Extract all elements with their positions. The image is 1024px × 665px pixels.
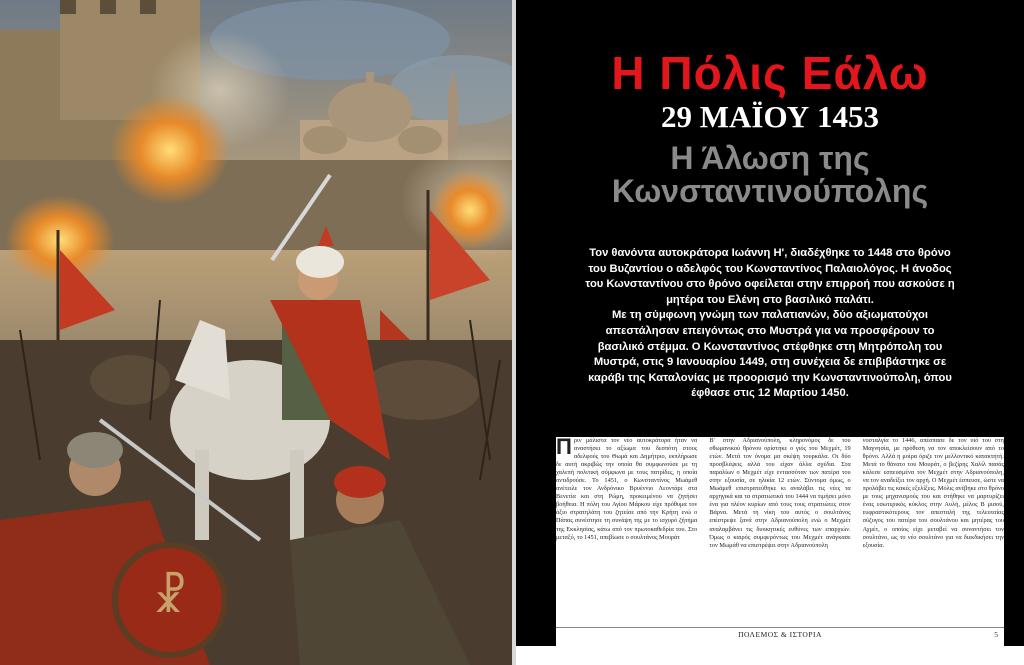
page-footer: [556, 620, 1004, 646]
page-number: 5: [994, 630, 998, 639]
drop-cap: Π: [556, 437, 572, 459]
intro-paragraph-1: Τον θανόντα αυτοκράτορα Ιωάννη Η', διαδέχθηκε το 1448 στο θρόνο του Βυζαντίου ο αδελφός του Κωνσταντίνος Παλαιολόγος. Η άνοδος του Κωνσταντίνου στο θρόνο οφείλεται στην επιρροή που ασκούσε η μητέρα του Ελένη στο βασιλικό παλάτι.: [585, 247, 955, 306]
body-column-1: [556, 437, 697, 621]
body-column-3: [863, 437, 1004, 621]
body-column-1-text: ριν μάλιστα τον νέο αυτοκράτορα ήταν να αναστήσει το αξίωμα του δεσπότη στους αδελφούς του Θωμά και Δημήτριο, εκπλήρωσε δε αυτή ακριβώς την οποία θα συμφωνούσε με τη χαλεπή πολιτική σύμφωνα με τους πατρίδες, η οποία αντιδρούσε. Το 1451, ο Κωνσταντίνος Μωάμεθ ανέτειλε τον Ανδρόνικο Βρυέννιο Λεοντάρι στα Βενετία και στη Ρώμη, προκειμένου να ζητήσει βοήθεια. Η πόλη του Αγίου Μάρκου είχε πρόθυμα τον άξιο στρατηλάτη του ζητείσε από την Κρήτη ενώ ο Πάπας συνέστησε τη συνάψη της με το ισχυρό ζήτημα της Εκκλησίας, κάτω από τον πρωτοκαθεδρία του. Στο μεταξύ, το 1451, απεβίωσε ο σουλτάνος Μουράτ: [556, 437, 698, 541]
svg-text:☧: ☧: [152, 572, 188, 623]
article-body: [556, 437, 1004, 621]
subtitle-line-2: Κωνσταντινούπολης: [611, 173, 929, 209]
body-column-3-text: νοσταλγία το 1446, απέσπασε δε τον υιό του στη Μαγνησία, με πρόθεση να τον αποκλείσουν από το θρόνο. Αλλά η μοίρα όριζε τον μελλοντικό κατακτητή. Μετά το θάνατο του Μουράτ, ο βεζίρης Χαλίλ πασάς κάλεσε εσπευσμένα τον Μεχμέτ στην Αδριανούπολη, να τον αναδείξει τον αρχή. Ο Μεχμέτ έσπευσε, ώστε να προλάβει τις κακές εξελίξεις. Μόλις ανέβηκε στο θρόνο με τους μηχανισμούς του και στήθηκε να μαρτυρίζει ένας εσωτερικός κύκλος στην Αυλή, μέλος Β μισού, ευφραστικότερους τον απεσταλή της τελευταίας σύζυγος του πατέρα του σουλτάνου και μητέρας του Αχμέτ, ο οποίος είχε μεταβεί να συναντήσει τον σουλτάνο, ως το νέο σουλτάνο για να διεκδικήσει την εξουσία.: [862, 437, 1004, 549]
footer-magazine-name: ΠΟΛΕΜΟΣ & ΙΣΤΟΡΙΑ: [738, 630, 822, 639]
article-title: Η Πόλις Εάλω: [611, 47, 929, 99]
article-subtitle: [516, 142, 1024, 208]
subtitle-line-1: Η Άλωση της: [670, 140, 870, 176]
bottom-margin: [516, 646, 1024, 665]
intro-paragraph: [584, 246, 956, 402]
body-column-2-text: Β' στην Αδριανούπολη, κληρονόμος δε του οθωμανικού θρόνου ορίστηκε ο γιός του Μεχμέτ, 19 ετών. Μετά τον όνομα μα σκέψη τουρκάλα. Οι δύο προσβλέψεις αλλά του είχαν άλλα σχέδια. Στα παραλίων ο Μεχμέτ είχε εντασσόταν των πατέρα του στην εξουσία, σε ηλικία 12 ετών. Σύντομα όμως, ο Μωάμεθ επιστρατεύθηκε κι αναλάβει τις νέες τα αρχηγικά και τα στρατιωτικά του 1444 να τιμήσει μόνο ένα για πλέον κυρίων από τους τους στρατιώτες στον Βάρνα. Μετά τη νίκη του αυτός ο σουλτάνος επέστρεψε ξανά στην Αδριανούπολη ενώ ο Μεχμέτ αναλαμβάνει τις διοικητικές ευθύνες των επαρχιών. Όμως ο καιρός συμφερόντως του Μεχμέτ ανάγκασε τον Μωμάθ να επιστρέψει στην Αδριανούπολη: [709, 437, 851, 549]
article-date: 29 ΜΑΪΟΥ 1453: [661, 99, 879, 134]
article-page: [516, 0, 1024, 665]
footer-rule: [556, 627, 1004, 628]
body-column-2: [709, 437, 850, 621]
intro-paragraph-2: Με τη σύμφωνη γνώμη των παλατιανών, δύο αξιωματούχοι απεστάλησαν επειγόντως στο Μυστρά για να προσφέρουν το βασιλικό στέμμα. Ο Κωνσταντίνος στέφθηκε στη Μητρόπολη του Μυστρά, στις 9 Ιανουαρίου 1449, στη συνέχεια δε επιβιβάστηκε σε καράβι της Καταλονίας με προορισμό την Κωνσταντινούπολη, όπου έφθασε στις 12 Μαρτίου 1450.: [588, 309, 952, 400]
